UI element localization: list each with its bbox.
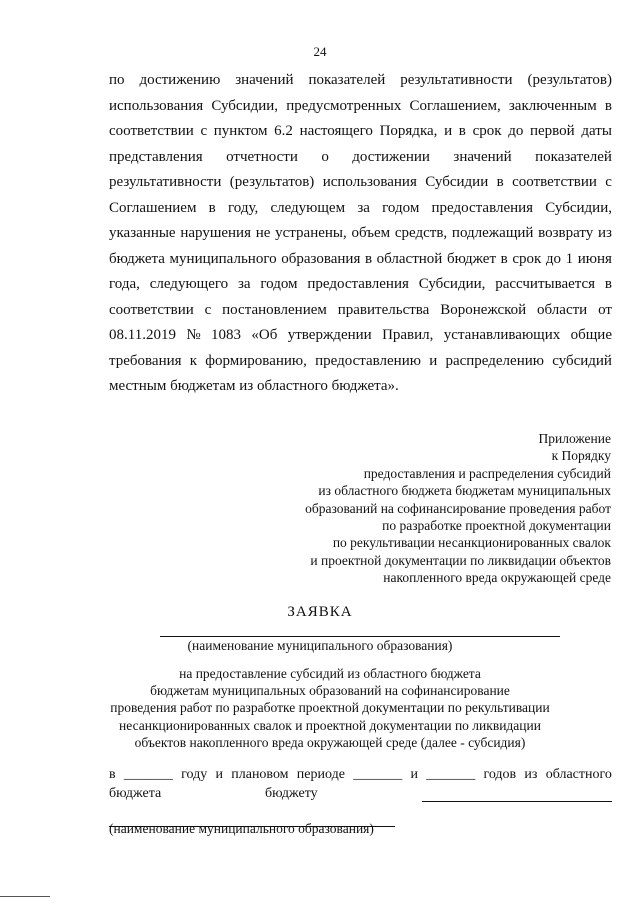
body-word: использования <box>109 97 204 114</box>
body-word: средств, <box>394 225 448 241</box>
body-line <box>109 119 612 145</box>
body-line <box>109 94 612 120</box>
period-word: в <box>109 767 116 782</box>
body-word: Воронежской <box>440 301 527 318</box>
budget-word: бюджета <box>109 786 162 801</box>
municipality-name-caption: (наименование муниципального образования) <box>187 638 453 653</box>
body-word: субсидий <box>552 352 612 369</box>
body-word: образования <box>281 250 361 267</box>
body-word: срок <box>472 123 502 139</box>
body-word: срок <box>512 250 542 267</box>
body-word: постановлением <box>222 301 327 318</box>
body-word: следующего <box>149 276 229 292</box>
body-word: подлежащий <box>451 225 534 241</box>
body-word: в <box>364 250 373 267</box>
body-word: областной <box>376 250 443 267</box>
body-word: с <box>200 123 208 139</box>
body-word: года, <box>109 276 140 292</box>
period-word: плановом <box>231 767 289 782</box>
body-word: возврату <box>538 225 594 241</box>
body-word: 1 <box>565 250 574 267</box>
body-word: году, <box>227 199 259 216</box>
appendix-line: по разработке проектной документации <box>382 518 611 534</box>
page-number: 24 <box>313 44 327 59</box>
body-word: с <box>204 301 212 318</box>
body-word: рассчитывается <box>495 276 596 292</box>
body-word: объем <box>351 225 391 241</box>
period-word: из <box>524 767 538 782</box>
body-word: с <box>605 174 612 190</box>
body-word: в <box>458 123 466 139</box>
body-word: соответствии <box>512 174 597 190</box>
body-word: бюджета <box>109 250 165 267</box>
purpose-line: несанкционированных свалок и проектной документации по ликвидации <box>119 717 541 733</box>
body-line <box>109 170 612 196</box>
body-word: предоставления <box>431 199 534 216</box>
year-blank: _______ <box>123 767 173 782</box>
body-word: настоящего <box>299 123 373 139</box>
scan-edge-mark <box>0 896 50 897</box>
period-word: годов <box>483 767 517 782</box>
body-word: Правил, <box>382 327 434 343</box>
body-word: годом <box>260 276 298 292</box>
body-word: указанные <box>109 225 176 241</box>
period-word: периоде <box>296 767 345 782</box>
body-word: общие <box>570 327 612 343</box>
body-word: соответствии <box>109 301 194 318</box>
body-word: первой <box>530 123 575 139</box>
appendix-line: накопленного вреда окружающей среде <box>383 570 611 586</box>
document-title: ЗАЯВКА <box>287 604 353 620</box>
body-word: Соглашением <box>109 199 197 216</box>
body-word: (результатов) <box>527 72 612 88</box>
body-word: Субсидии, <box>211 97 279 114</box>
appendix-line: и проектной документации по ликвидации объектов <box>310 552 611 568</box>
appendix-line: к Порядку <box>551 448 611 464</box>
body-paragraph <box>109 68 612 400</box>
body-word: требования <box>109 352 182 369</box>
body-word: 6.2 <box>274 123 293 139</box>
purpose-line: проведения работ по разработке проектной документации по рекультивации <box>110 700 550 716</box>
body-word: в <box>496 174 504 190</box>
body-word: нарушения <box>180 225 251 241</box>
body-word: (результатов) <box>229 174 315 190</box>
body-word: значений <box>453 148 512 165</box>
application-purpose <box>0 665 640 751</box>
body-word: формированию, <box>205 352 307 369</box>
body-line <box>109 349 612 375</box>
body-word: распределению <box>445 352 544 369</box>
body-word: представления <box>109 148 203 165</box>
body-word: годом <box>382 199 420 216</box>
period-word: областного <box>545 767 612 782</box>
body-word: утверждении <box>287 327 372 343</box>
body-word: июня <box>577 250 612 267</box>
body-word: в <box>604 97 612 114</box>
body-word: о <box>321 148 329 165</box>
body-word: до <box>508 123 524 139</box>
body-word: достижении <box>352 148 430 165</box>
body-word: и <box>429 352 438 369</box>
body-word: 08.11.2019 <box>109 327 176 343</box>
body-word: Субсидии, <box>418 276 486 292</box>
body-line <box>109 221 612 247</box>
appendix-header <box>305 430 611 587</box>
body-word: предоставлению <box>315 352 421 369</box>
body-word: по <box>109 72 125 88</box>
body-word: устанавливающих <box>443 327 561 343</box>
municipality-name-caption-2: (наименование муниципального образования) <box>109 821 374 836</box>
period-word: и <box>410 767 418 782</box>
body-word: отчетности <box>226 148 298 165</box>
body-word: до <box>545 250 562 267</box>
body-word: № <box>186 327 201 343</box>
body-word: бюджет <box>446 250 497 267</box>
body-line <box>109 196 612 222</box>
body-word: показателей <box>308 72 386 88</box>
purpose-line: объектов накопленного вреда окружающей среде (далее - субсидия) <box>134 734 526 750</box>
body-word: результативности <box>109 174 222 190</box>
body-line <box>109 68 612 94</box>
body-word: из <box>598 225 612 241</box>
appendix-line: из областного бюджета бюджетам муниципальных <box>318 483 611 499</box>
purpose-line: на предоставление субсидий из областного бюджета <box>179 666 481 681</box>
year-blank: _______ <box>426 767 476 782</box>
body-word: в <box>500 250 508 267</box>
body-word: области <box>537 301 588 318</box>
body-word: к <box>189 352 198 369</box>
body-word: за <box>237 276 251 292</box>
body-word: устранены, <box>275 225 347 241</box>
purpose-line: бюджетам муниципальных образований на софинансирование <box>150 683 510 699</box>
appendix-line: образований на софинансирование проведения работ <box>305 500 611 516</box>
body-word: следующем <box>270 199 346 216</box>
body-word: за <box>357 199 370 216</box>
body-word: значений <box>235 72 294 88</box>
body-word: Субсидии <box>425 174 489 190</box>
body-word: Соглашением, <box>409 97 501 114</box>
appendix-line: предоставления и распределения субсидий <box>363 465 611 481</box>
body-word: соответствии <box>109 123 194 139</box>
body-word: муниципального <box>169 250 277 267</box>
body-word: 1083 <box>211 327 242 343</box>
body-word: пунктом <box>213 123 268 139</box>
body-word: достижению <box>139 72 221 88</box>
body-word: показателей <box>535 148 612 165</box>
body-line <box>109 145 612 171</box>
body-line <box>109 272 612 298</box>
period-word: и <box>215 767 223 782</box>
body-line-last: местным бюджетам из областного бюджета». <box>109 378 399 394</box>
body-word: заключенным <box>508 97 597 114</box>
body-line <box>109 298 612 324</box>
body-word: Субсидии, <box>545 199 612 216</box>
body-line <box>109 323 612 349</box>
period-word: году <box>181 767 208 782</box>
municipality-name-blank-line <box>160 636 560 637</box>
body-word: от <box>598 301 612 318</box>
body-word: в <box>604 276 612 292</box>
body-word: предусмотренных <box>286 97 402 114</box>
body-word: в <box>208 199 216 216</box>
body-word: даты <box>581 123 612 139</box>
body-word: правительства <box>337 301 430 318</box>
body-word: Порядка, <box>379 123 438 139</box>
body-word: использования <box>322 174 417 190</box>
year-blank: _______ <box>353 767 403 782</box>
body-word: результативности <box>400 72 513 88</box>
budget-word: бюджету <box>265 786 318 801</box>
appendix-line: Приложение <box>538 431 611 446</box>
body-word: «Об <box>251 327 278 343</box>
body-word: и <box>444 123 453 139</box>
budget-blank-line <box>422 801 612 802</box>
appendix-line: по рекультивации несанкционированных свалок <box>332 535 611 551</box>
body-line <box>109 247 612 273</box>
period-line <box>109 767 612 783</box>
body-word: предоставления <box>307 276 409 292</box>
body-word: не <box>255 225 271 241</box>
